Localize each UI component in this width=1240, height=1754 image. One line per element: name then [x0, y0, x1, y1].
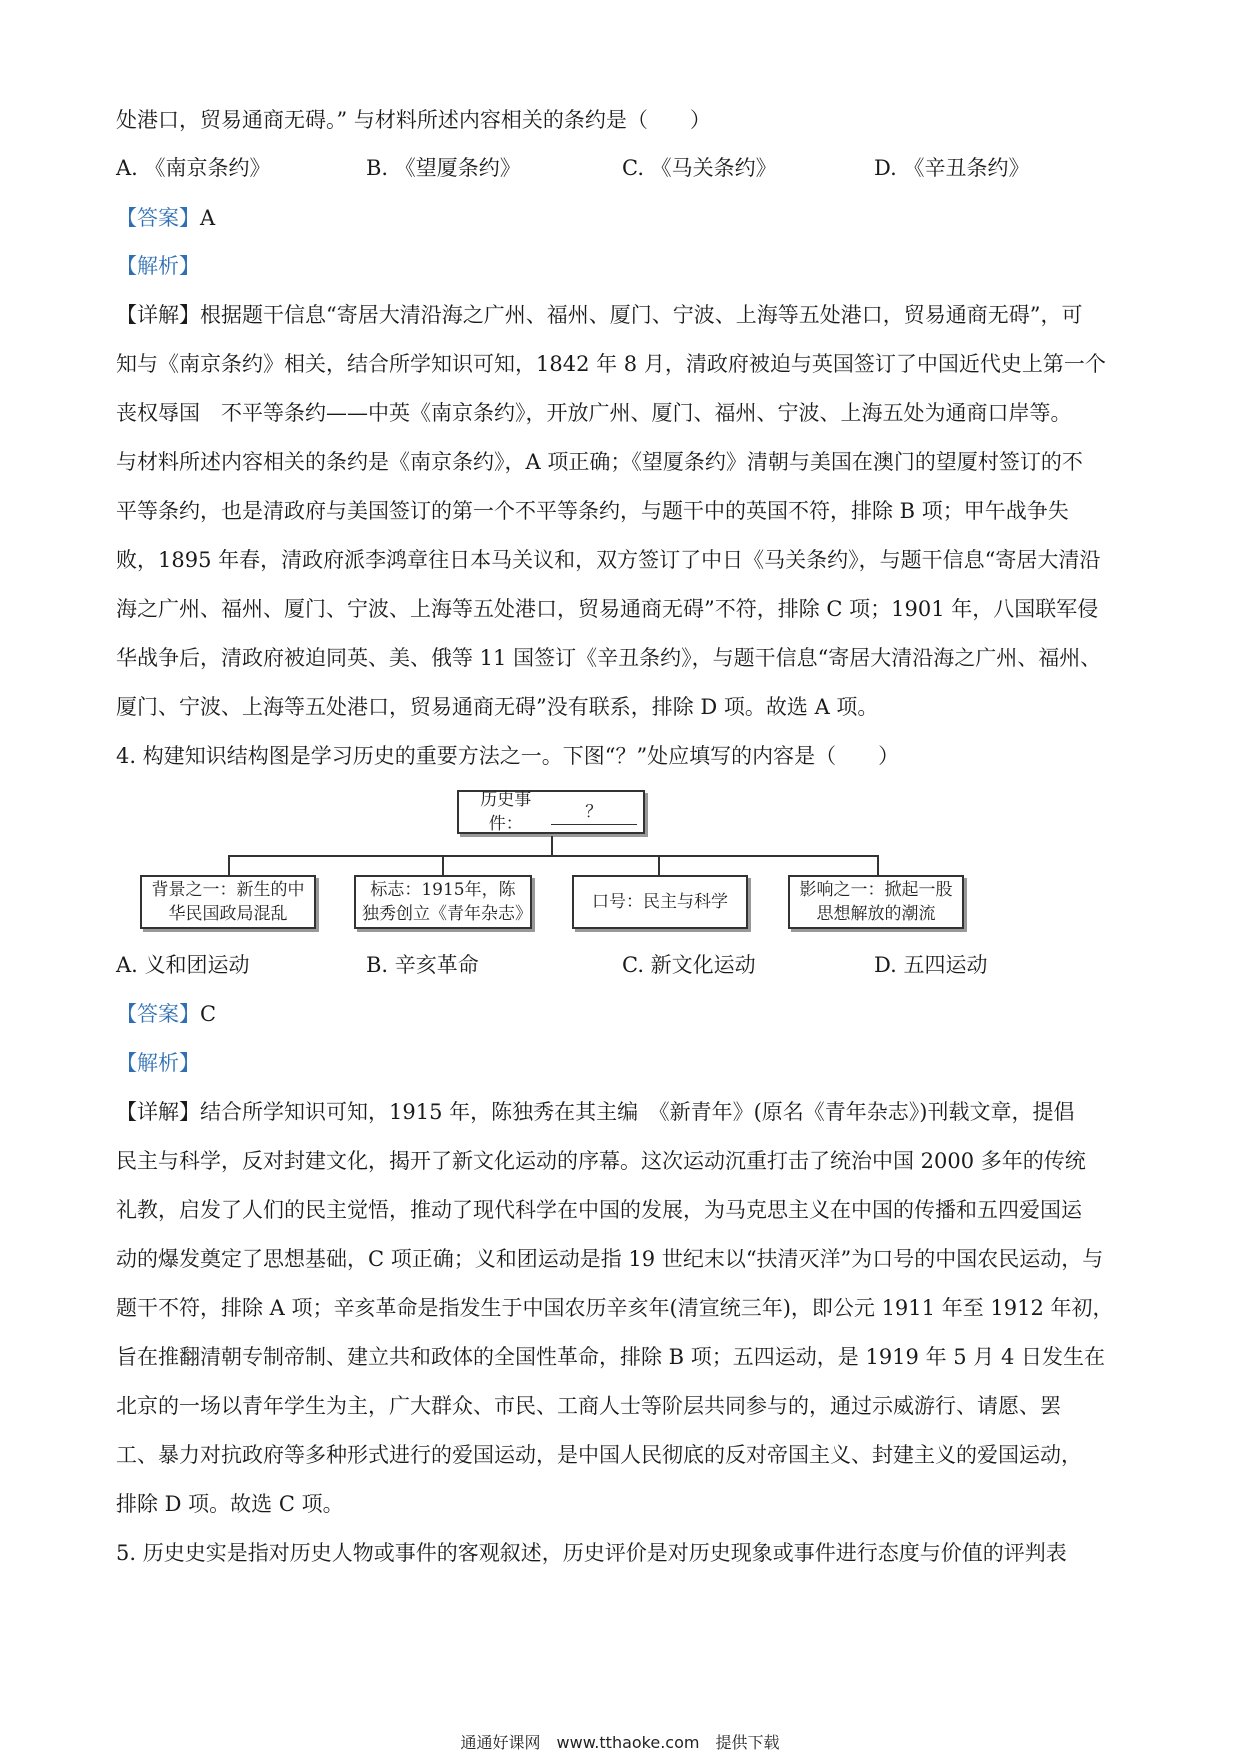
diagram-box-slogan: 口号：民主与科学: [572, 875, 748, 929]
answer-tag: 【答案】: [116, 1002, 200, 1026]
q3-answer: [116, 204, 1128, 232]
diagram-connector-4: [877, 855, 879, 875]
q3-detail-line-6: 败，1895 年春，清政府派李鸿章往日本马关议和，双方签订了中日《马关条约》，与题干信息“寄居大清沿: [116, 548, 1101, 572]
q4-option-d: D. 五四运动: [874, 953, 988, 977]
diagram-top-box: [457, 790, 645, 834]
diagram-connector-2: [442, 855, 444, 875]
answer-value: C: [200, 1002, 217, 1026]
q4-detail-line-6: 旨在推翻清朝专制帝制、建立共和政体的全国性革命，排除 B 项；五四运动，是 1919 年 5 月 4 日发生在: [116, 1345, 1105, 1369]
q4-detail-line-2: 民主与科学，反对封建文化，揭开了新文化运动的序幕。这次运动沉重打击了统治中国 2000 多年的传统: [116, 1149, 1086, 1173]
diagram-connector-bar: [228, 855, 878, 857]
q4-detail-line-7: 北京的一场以青年学生为主，广大群众、市民、工商人士等阶层共同参与的，通过示威游行、请愿、罢: [116, 1394, 1061, 1418]
q3-detail-line-8: 华战争后，清政府被迫同英、美、俄等 11 国签订《辛丑条约》，与题干信息“寄居大清沿海之广州、福州、: [116, 646, 1102, 670]
question-5-stem: 5. 历史史实是指对历史人物或事件的客观叙述，历史评价是对历史现象或事件进行态度与价值的评判表: [116, 1541, 1067, 1565]
q3-detail-line-2: 知与《南京条约》相关，结合所学知识可知，1842 年 8 月，清政府被迫与英国签订了中国近代史上第一个: [116, 352, 1106, 376]
diagram-top-label: 历史事件：: [480, 790, 532, 834]
q4-analysis-tag: 【解析】: [116, 1051, 200, 1075]
q4-option-a: A. 义和团运动: [116, 953, 250, 977]
q3-detail-line-4: 与材料所述内容相关的条约是《南京条约》，A 项正确；《望厦条约》清朝与美国在澳门的望厦村签订的不: [116, 450, 1083, 474]
q3-option-d: D. 《辛丑条约》: [874, 156, 1030, 180]
diagram-box-influence: 影响之一：掀起一股思想解放的潮流: [788, 875, 964, 929]
q4-detail-line-9: 排除 D 项。故选 C 项。: [116, 1492, 344, 1516]
question-4-stem: 4. 构建知识结构图是学习历史的重要方法之一。下图“？”处应填写的内容是（ ）: [116, 744, 900, 768]
knowledge-structure-diagram: [120, 790, 980, 940]
q4-answer: [116, 1000, 1128, 1028]
q3-detail-line-3: 丧权辱国 不平等条约——中英《南京条约》，开放广州、厦门、福州、宁波、上海五处为通商口岸等。: [116, 401, 1072, 425]
q4-option-c: C. 新文化运动: [622, 953, 756, 977]
q4-detail-line-8: 工、暴力对抗政府等多种形式进行的爱国运动，是中国人民彻底的反对帝国主义、封建主义的爱国运动，: [116, 1443, 1082, 1467]
answer-tag: 【答案】: [116, 206, 200, 230]
q3-analysis-tag: 【解析】: [116, 254, 200, 278]
page-footer: 通通好课网 www.tthaoke.com 提供下载: [460, 1733, 780, 1752]
diagram-box-background: 背景之一：新生的中华民国政局混乱: [140, 875, 316, 929]
diagram-connector-trunk: [551, 836, 553, 856]
q4-detail-line-1: 【详解】结合所学知识可知，1915 年，陈独秀在其主编 《新青年》(原名《青年杂志》)刊载文章，提倡: [116, 1100, 1075, 1124]
q3-detail-line-5: 平等条约，也是清政府与美国签订的第一个不平等条约，与题干中的英国不符，排除 B 项；甲午战争失: [116, 499, 1069, 523]
q3-detail-line-7: 海之广州、福州、厦门、宁波、上海等五处港口，贸易通商无碍”不符，排除 C 项；1901 年，八国联军侵: [116, 597, 1099, 621]
diagram-connector-1: [228, 855, 230, 875]
q3-detail-line-9: 厦门、宁波、上海等五处港口，贸易通商无碍”没有联系，排除 D 项。故选 A 项。: [116, 695, 879, 719]
q4-detail-line-5: 题干不符，排除 A 项；辛亥革命是指发生于中国农历辛亥年(清宣统三年)，即公元 1911 年至 1912 年初，: [116, 1296, 1114, 1320]
q3-option-b: B. 《望厦条约》: [366, 156, 521, 180]
question-3-stem-tail: 处港口，贸易通商无碍。” 与材料所述内容相关的条约是（ ）: [116, 108, 711, 132]
q4-detail-line-4: 动的爆发奠定了思想基础，C 项正确；义和团运动是指 19 世纪末以“扶清灭洋”为口号的中国农民运动，与: [116, 1247, 1104, 1271]
diagram-box-sign: 标志：1915年，陈独秀创立《青年杂志》: [354, 875, 532, 929]
q4-detail-line-3: 礼教，启发了人们的民主觉悟，推动了现代科学在中国的发展，为马克思主义在中国的传播和五四爱国运: [116, 1198, 1082, 1222]
q3-option-a: A. 《南京条约》: [116, 156, 271, 180]
q3-option-c: C. 《马关条约》: [622, 156, 777, 180]
q4-option-b: B. 辛亥革命: [366, 953, 479, 977]
answer-value: A: [200, 206, 216, 230]
q3-detail-line-1: 【详解】根据题干信息“寄居大清沿海之广州、福州、厦门、宁波、上海等五处港口，贸易通商无碍”，可: [116, 303, 1083, 327]
diagram-connector-3: [658, 855, 660, 875]
diagram-top-blank: ？: [551, 800, 637, 825]
